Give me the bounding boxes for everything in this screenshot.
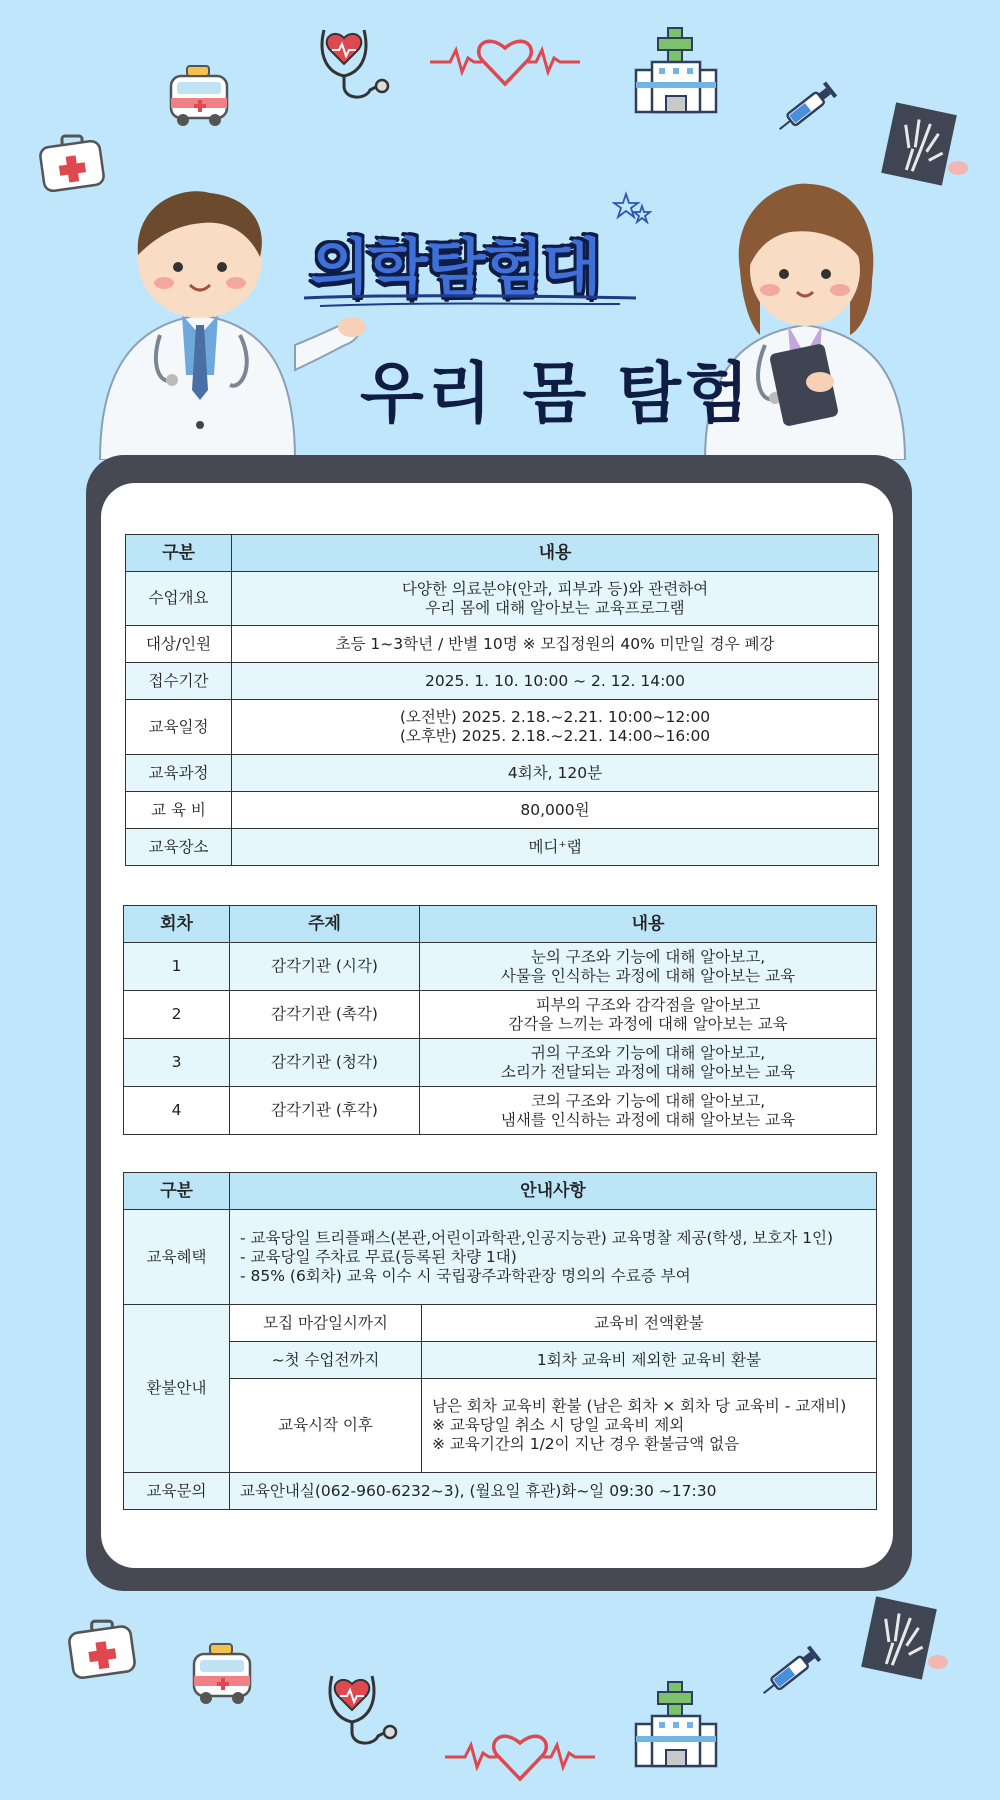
row-value: 80,000원: [232, 792, 879, 829]
col-header-notice: 안내사항: [230, 1173, 877, 1210]
row-label: 교 육 비: [126, 792, 232, 829]
notice-table: [123, 1172, 877, 1510]
inquiry-label: 교육문의: [124, 1473, 230, 1510]
refund-policy: 1회차 교육비 제외한 교육비 환불: [422, 1342, 877, 1379]
row-value: 초등 1~3학년 / 반별 10명 ※ 모집정원의 40% 미만일 경우 폐강: [232, 626, 879, 663]
refund-when: 모집 마감일시까지: [230, 1305, 422, 1342]
session-number: 3: [124, 1039, 230, 1087]
row-value: 4회차, 120분: [232, 755, 879, 792]
hospital-icon: [632, 26, 720, 116]
xray-icon: [858, 1592, 950, 1688]
refund-policy: 교육비 전액환불: [422, 1305, 877, 1342]
row-value: 메디⁺랩: [232, 829, 879, 866]
session-number: 1: [124, 943, 230, 991]
hospital-icon: [632, 1680, 720, 1770]
ambulance-icon: [188, 1640, 258, 1708]
row-value: 2025. 1. 10. 10:00 ~ 2. 12. 14:00: [232, 663, 879, 700]
heartbeat-icon: [430, 30, 580, 90]
benefit-content: - 교육당일 트리플패스(본관,어린이과학관,인공지능관) 교육명찰 제공(학생, 보호자 1인) - 교육당일 주차료 무료(등록된 차량 1대) - 85% (6회차) 교육 이수 시 국립광주과학관장 명의의 수료증 부여: [230, 1210, 877, 1305]
inquiry-content: 교육안내실(062-960-6232~3), (월요일 휴관)화~일 09:30 ~17:30: [230, 1473, 877, 1510]
title-script: 의학탐험대: [310, 231, 600, 304]
page-title: 우리 몸 탐험: [360, 355, 753, 432]
session-content: 눈의 구조와 기능에 대해 알아보고, 사물을 인식하는 과정에 대해 알아보는 교육: [420, 943, 877, 991]
row-label: 교육장소: [126, 829, 232, 866]
heartbeat-icon: [445, 1725, 595, 1785]
col-header-category: 구분: [126, 535, 232, 572]
syringe-icon: [752, 1636, 832, 1706]
col-header-content: 내용: [232, 535, 879, 572]
stethoscope-icon: [312, 24, 398, 110]
row-label: 교육과정: [126, 755, 232, 792]
session-table: [123, 905, 877, 1135]
session-topic: 감각기관 (촉각): [230, 991, 420, 1039]
session-topic: 감각기관 (시각): [230, 943, 420, 991]
session-content: 귀의 구조와 기능에 대해 알아보고, 소리가 전달되는 과정에 대해 알아보는 교육: [420, 1039, 877, 1087]
session-number: 4: [124, 1087, 230, 1135]
session-content: 피부의 구조와 감각점을 알아보고 감각을 느끼는 과정에 대해 알아보는 교육: [420, 991, 877, 1039]
title-underline: [300, 292, 640, 312]
row-label: 수업개요: [126, 572, 232, 626]
stethoscope-icon: [320, 1670, 406, 1756]
session-content: 코의 구조와 기능에 대해 알아보고, 냄새를 인식하는 과정에 대해 알아보는 교육: [420, 1087, 877, 1135]
ambulance-icon: [165, 62, 235, 130]
col-header-session: 회차: [124, 906, 230, 943]
info-table: [125, 534, 879, 866]
row-value: (오전반) 2025. 2.18.~2.21. 10:00~12:00 (오후반) 2025. 2.18.~2.21. 14:00~16:00: [232, 700, 879, 755]
sparkle-icon: [612, 190, 654, 232]
col-header-topic: 주제: [230, 906, 420, 943]
session-number: 2: [124, 991, 230, 1039]
row-value: 다양한 의료분야(안과, 피부과 등)와 관련하여 우리 몸에 대해 알아보는 교육프로그램: [232, 572, 879, 626]
row-label: 접수기간: [126, 663, 232, 700]
session-topic: 감각기관 (청각): [230, 1039, 420, 1087]
col-header-content: 내용: [420, 906, 877, 943]
refund-policy: 남은 회차 교육비 환불 (남은 회차 × 회차 당 교육비 - 교재비) ※ 교육당일 취소 시 당일 교육비 제외 ※ 교육기간의 1/2이 지난 경우 환불금액 없음: [422, 1379, 877, 1473]
row-label: 대상/인원: [126, 626, 232, 663]
refund-when: ~첫 수업전까지: [230, 1342, 422, 1379]
row-label: 교육일정: [126, 700, 232, 755]
syringe-icon: [768, 72, 848, 142]
refund-when: 교육시작 이후: [230, 1379, 422, 1473]
refund-label: 환불안내: [124, 1305, 230, 1473]
benefit-label: 교육혜택: [124, 1210, 230, 1305]
first-aid-kit-icon: [66, 1615, 138, 1681]
col-header-category: 구분: [124, 1173, 230, 1210]
session-topic: 감각기관 (후각): [230, 1087, 420, 1135]
